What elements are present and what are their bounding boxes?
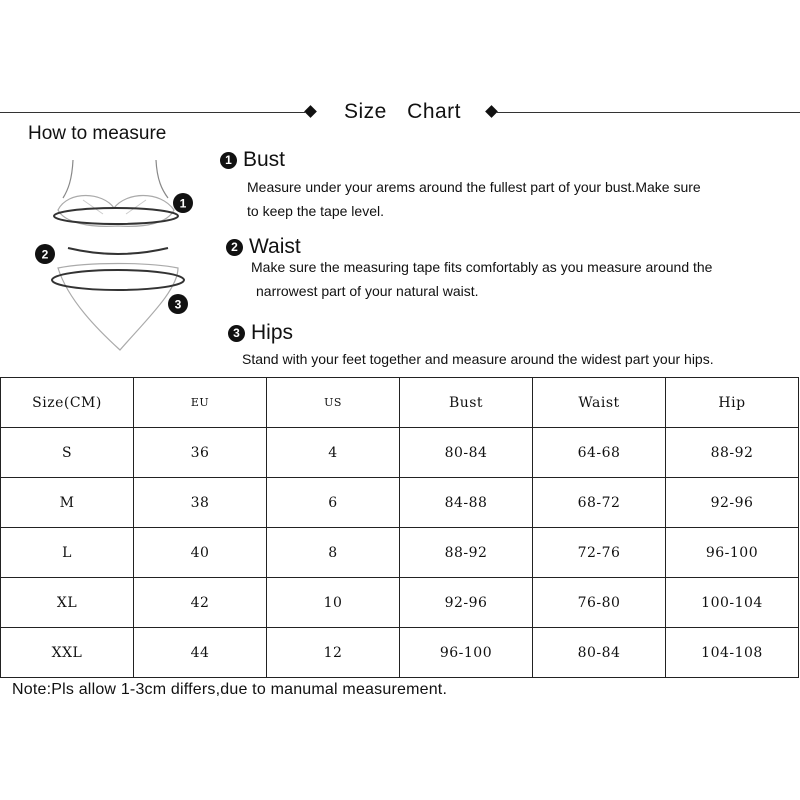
header-eu: EU xyxy=(134,378,267,428)
measurement-figure xyxy=(28,150,208,360)
size-table-container xyxy=(0,377,800,678)
header-bust: Bust xyxy=(400,378,533,428)
page-title: Size Chart xyxy=(343,100,462,123)
table-cell: XXL xyxy=(1,628,134,678)
table-cell: 40 xyxy=(134,528,267,578)
hips-number-icon: 3 xyxy=(228,325,245,342)
table-cell: 88-92 xyxy=(400,528,533,578)
bust-description xyxy=(247,175,701,223)
table-cell: 92-96 xyxy=(666,478,799,528)
header-rule-right xyxy=(497,112,800,113)
waist-line-2: narrowest part of your natural waist. xyxy=(256,283,479,299)
header-rule-left xyxy=(0,112,305,113)
diamond-left-icon xyxy=(304,105,317,118)
footnote: Note:Pls allow 1-3cm differs,due to manumal measurement. xyxy=(12,681,448,698)
table-cell: 88-92 xyxy=(666,428,799,478)
badge-1: 1 xyxy=(179,196,187,211)
bust-heading xyxy=(220,148,285,172)
table-cell: 68-72 xyxy=(533,478,666,528)
waist-description xyxy=(251,255,712,303)
waist-title: Waist xyxy=(249,235,301,258)
header-size: Size(CM) xyxy=(1,378,134,428)
table-cell: 100-104 xyxy=(666,578,799,628)
hips-heading xyxy=(228,321,293,345)
size-table xyxy=(0,377,799,678)
table-cell: 96-100 xyxy=(400,628,533,678)
diamond-right-icon xyxy=(485,105,498,118)
header-hip: Hip xyxy=(666,378,799,428)
table-cell: 72-76 xyxy=(533,528,666,578)
bust-line-2: to keep the tape level. xyxy=(247,203,384,219)
waist-line-1: Make sure the measuring tape fits comfortably as you measure around the xyxy=(251,259,713,275)
waist-number-icon: 2 xyxy=(226,239,243,256)
table-cell: 80-84 xyxy=(533,628,666,678)
bikini-illustration-icon xyxy=(28,150,208,360)
badge-2: 2 xyxy=(41,247,49,262)
hips-description xyxy=(242,347,714,371)
table-row xyxy=(1,528,799,578)
table-cell: 92-96 xyxy=(400,578,533,628)
badge-3: 3 xyxy=(174,297,182,312)
table-header-row xyxy=(1,378,799,428)
how-to-measure-label: How to measure xyxy=(28,123,167,144)
table-row xyxy=(1,628,799,678)
table-row xyxy=(1,428,799,478)
table-cell: M xyxy=(1,478,134,528)
table-row xyxy=(1,578,799,628)
table-cell: 96-100 xyxy=(666,528,799,578)
table-cell: 84-88 xyxy=(400,478,533,528)
table-cell: 36 xyxy=(134,428,267,478)
bust-line-1: Measure under your arems around the fullest part of your bust.Make sure xyxy=(247,179,701,195)
table-cell: 8 xyxy=(267,528,400,578)
table-cell: 12 xyxy=(267,628,400,678)
bust-number-icon: 1 xyxy=(220,152,237,169)
table-cell: 6 xyxy=(267,478,400,528)
table-cell: 64-68 xyxy=(533,428,666,478)
table-cell: 4 xyxy=(267,428,400,478)
table-cell: 76-80 xyxy=(533,578,666,628)
header-us: US xyxy=(267,378,400,428)
hips-title: Hips xyxy=(251,321,294,344)
table-cell: 104-108 xyxy=(666,628,799,678)
table-cell: 10 xyxy=(267,578,400,628)
header-waist: Waist xyxy=(533,378,666,428)
table-cell: 42 xyxy=(134,578,267,628)
table-cell: XL xyxy=(1,578,134,628)
table-cell: L xyxy=(1,528,134,578)
table-cell: S xyxy=(1,428,134,478)
table-cell: 44 xyxy=(134,628,267,678)
table-cell: 80-84 xyxy=(400,428,533,478)
table-cell: 38 xyxy=(134,478,267,528)
bust-title: Bust xyxy=(243,148,286,171)
table-row xyxy=(1,478,799,528)
hips-line-1: Stand with your feet together and measure around the widest part your hips. xyxy=(242,351,714,367)
